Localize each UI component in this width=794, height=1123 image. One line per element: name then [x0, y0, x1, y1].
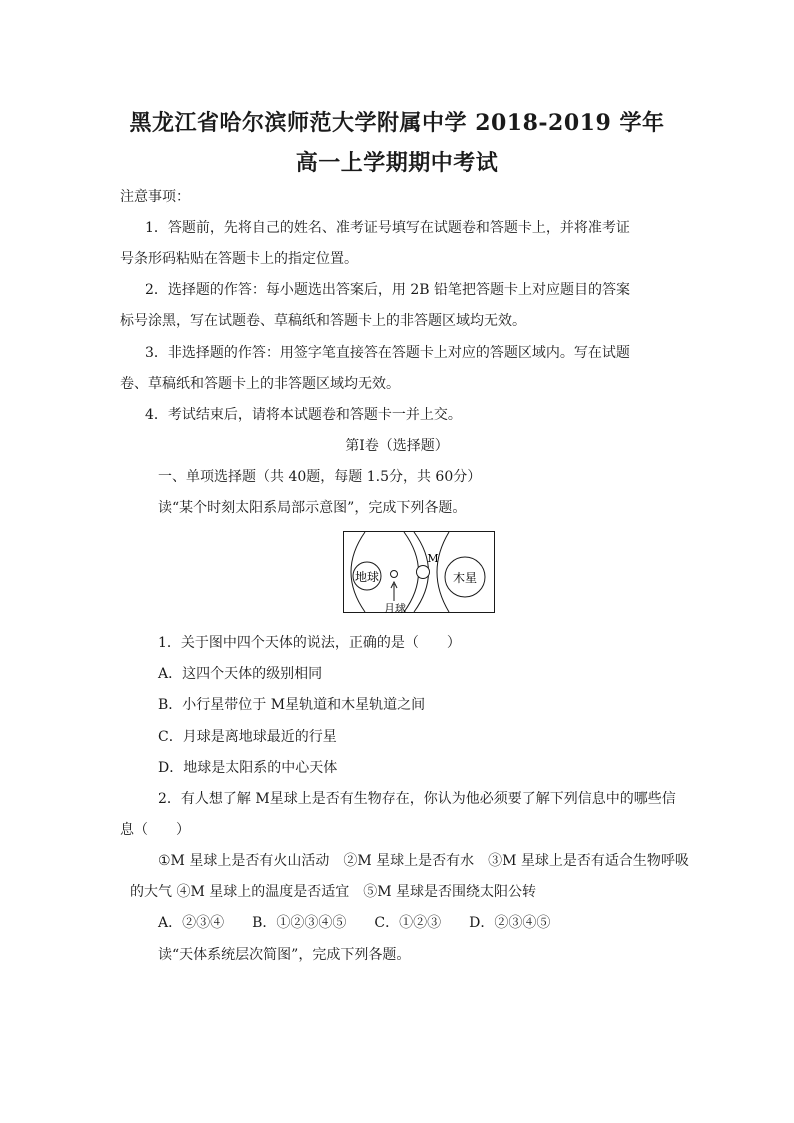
q2-choices: A．②③④ B．①②③④⑤ C．①②③ D．②③④⑤	[158, 915, 551, 931]
notice-heading: 注意事项：	[120, 189, 190, 205]
page-subtitle: 高一上学期期中考试	[295, 150, 499, 176]
solar-system-diagram	[343, 531, 495, 613]
jupiter-label: 木星	[452, 571, 478, 585]
notice-item-4: 4．考试结束后，请将本试题卷和答题卡一并上交。	[145, 407, 462, 423]
notice-item-1: 1．答题前，先将自己的姓名、准考证号填写在试题卷和答题卡上，并将准考证	[145, 220, 630, 236]
q1-stem: 1．关于图中四个天体的说法，正确的是（ ）	[158, 635, 461, 651]
q2-statements-cont: 的大气 ④M 星球上的温度是否适宜 ⑤M 星球是否围绕太阳公转	[130, 884, 537, 900]
notice-item-1-cont: 号条形码粘贴在答题卡上的指定位置。	[120, 251, 358, 267]
notice-item-3: 3．非选择题的作答：用签字笔直接答在答题卡上对应的答题区域内。写在试题	[145, 345, 630, 361]
q1-option-c: C．月球是离地球最近的行星	[158, 729, 337, 745]
moon-label: 月球	[384, 602, 406, 613]
section-title: 第Ⅰ卷（选择题）	[345, 438, 449, 454]
m-circle	[417, 566, 430, 579]
moon-circle	[391, 571, 398, 578]
q1-option-b: B．小行星带位于 M星轨道和木星轨道之间	[158, 697, 426, 713]
q1-option-d: D．地球是太阳系的中心天体	[158, 760, 338, 776]
page-title: 黑龙江省哈尔滨师范大学附属中学 2018-2019 学年	[129, 110, 665, 136]
notice-item-3-cont: 卷、草稿纸和答题卡上的非答题区域均无效。	[120, 376, 400, 392]
earth-label: 地球	[354, 570, 380, 584]
q2-statements: ①M 星球上是否有火山活动 ②M 星球上是否有水 ③M 星球上是否有适合生物呼吸	[158, 853, 689, 869]
notice-item-2-cont: 标号涂黑，写在试题卷、草稿纸和答题卡上的非答题区域均无效。	[120, 313, 526, 329]
m-label: M	[427, 552, 439, 565]
part-heading: 一、单项选择题（共 40题，每题 1.5分，共 60分）	[158, 469, 482, 485]
notice-item-2: 2．选择题的作答：每小题选出答案后，用 2B 铅笔把答题卡上对应题目的答案	[145, 282, 631, 298]
q1-option-a: A．这四个天体的级别相同	[158, 666, 323, 682]
q2-stem-cont: 息（ ）	[120, 822, 190, 838]
intro-2: 读“天体系统层次简图”，完成下列各题。	[158, 947, 411, 963]
intro-1: 读“某个时刻太阳系局部示意图”，完成下列各题。	[158, 500, 467, 516]
q2-stem: 2．有人想了解 M星球上是否有生物存在，你认为他必须要了解下列信息中的哪些信	[158, 791, 676, 807]
